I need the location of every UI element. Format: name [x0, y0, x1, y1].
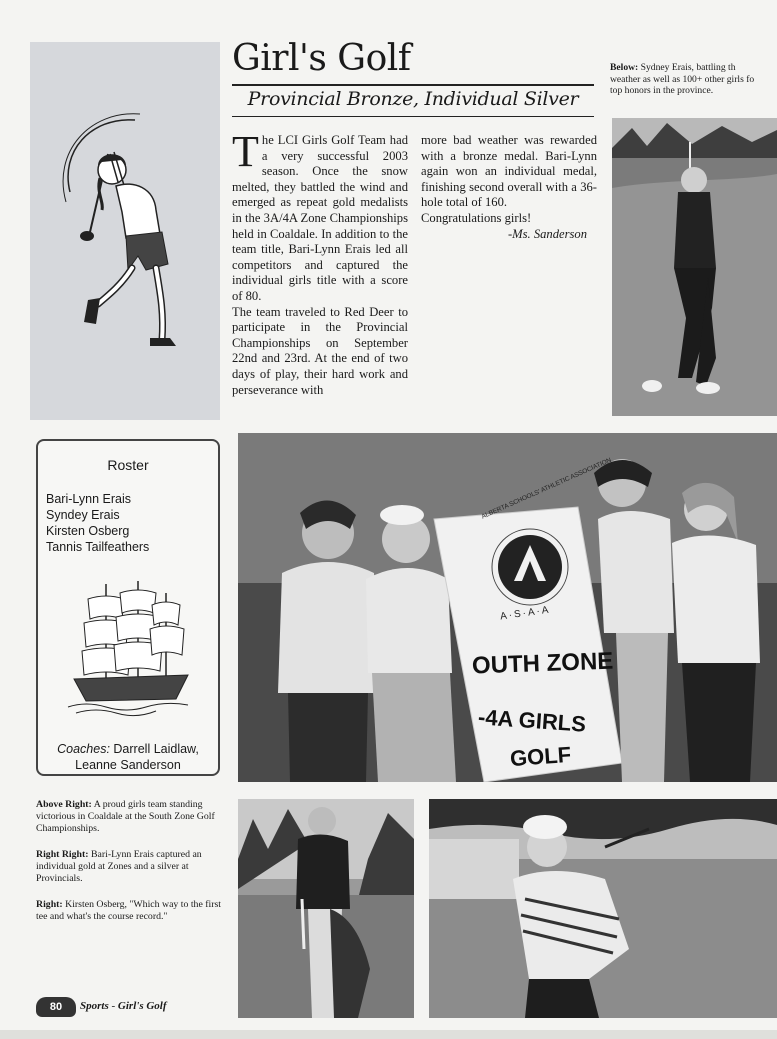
article-paragraph-3: more bad weather was rewarded with a bronze medal. Bari-Lynn again won an individual medal, finishing second overall with a 36-hole total of 160.: [421, 133, 597, 210]
title-rule: [232, 84, 594, 86]
golfer-illustration: [30, 42, 220, 420]
coaches-label: Coaches:: [57, 742, 110, 756]
caption-right-right: [36, 849, 226, 885]
roster-title: Roster: [107, 457, 149, 473]
coaches-credit: [38, 741, 218, 773]
article-column-1: [232, 127, 408, 398]
roster-member: Bari-Lynn Erais: [46, 492, 131, 506]
caption-text: A proud girls team standing victorious in Coaldale at the South Zone Golf Championships.: [36, 799, 215, 834]
caption-below-label: Below:: [610, 62, 639, 73]
roster-member: Kirsten Osberg: [46, 524, 130, 538]
footer-topic: Girl's Golf: [117, 1000, 167, 1012]
sailing-ship-logo: [66, 579, 196, 719]
caption-label: Above Right:: [36, 799, 92, 810]
banner-asaa: A·S·A·A: [499, 604, 552, 623]
caption-below-line3: top honors in the province.: [610, 85, 714, 97]
page-footer: [36, 997, 236, 1019]
coaches-line2: Leanne Sanderson: [75, 758, 181, 772]
photo-captions: [36, 799, 226, 937]
banner-line2: -4A GIRLS: [477, 704, 587, 737]
page-title: Girl's Golf: [232, 38, 411, 79]
article-dropcap: T: [232, 127, 259, 176]
coaches-line1: Darrell Laidlaw,: [113, 742, 199, 756]
subtitle-rule: [232, 116, 594, 117]
golfer-clipart-panel: [30, 42, 220, 420]
footer-section: [80, 1000, 167, 1012]
article-signature: -Ms. Sanderson: [507, 226, 587, 241]
article-paragraph-1: he LCI Girls Golf Team had a very successful 2003 season. Once the snow melted, they battled the wind and emerged as repeat gold medalists in the 3A/4A Zone Championships held in Coaldale. In addition to the team title, Bari-Lynn Erais led all competitors and captured the individual girls title with a score of 80.: [232, 133, 408, 303]
article-paragraph-2: The team traveled to Red Deer to participate in the Provincial Championships on September 22nd and 23rd. At the end of two days of play, their hard work and perseverance with: [232, 304, 408, 397]
roster-member: Syndey Erais: [46, 508, 120, 522]
article-paragraph-4: Congratulations girls!: [421, 210, 532, 225]
caption-below-line1: Sydney Erais, battling th: [640, 62, 736, 73]
caption-right: [36, 899, 226, 923]
roster-list: [46, 491, 149, 555]
article-column-2: [421, 133, 597, 242]
photo-sydney-swing: [612, 118, 777, 416]
page-subtitle: Provincial Bronze, Individual Silver: [247, 88, 579, 110]
footer-separator: -: [108, 1000, 118, 1012]
page-edge: [0, 1030, 777, 1039]
caption-label: Right Right:: [36, 849, 89, 860]
footer-section-name: Sports: [80, 1000, 109, 1012]
caption-text: Kirsten Osberg, "Which way to the first tee and what's the course record.": [36, 899, 222, 922]
page-number: 80: [36, 997, 76, 1017]
roster-box: [36, 439, 220, 776]
caption-above-right: [36, 799, 226, 835]
banner-arc-text: ALBERTA SCHOOLS' ATHLETIC ASSOCIATION: [480, 456, 613, 521]
photo-golf-bag: [238, 799, 414, 1018]
banner-line3: GOLF: [509, 741, 572, 772]
caption-below-line2: weather as well as 100+ other girls fo: [610, 73, 755, 85]
caption-label: Right:: [36, 899, 63, 910]
banner-line1: OUTH ZONE: [471, 647, 614, 680]
caption-below: [610, 62, 777, 97]
photo-golfer-follow-through: [429, 799, 777, 1018]
roster-member: Tannis Tailfeathers: [46, 540, 150, 554]
caption-text: Bari-Lynn Erais captured an individual gold at Zones and a silver at Provincials.: [36, 849, 202, 884]
